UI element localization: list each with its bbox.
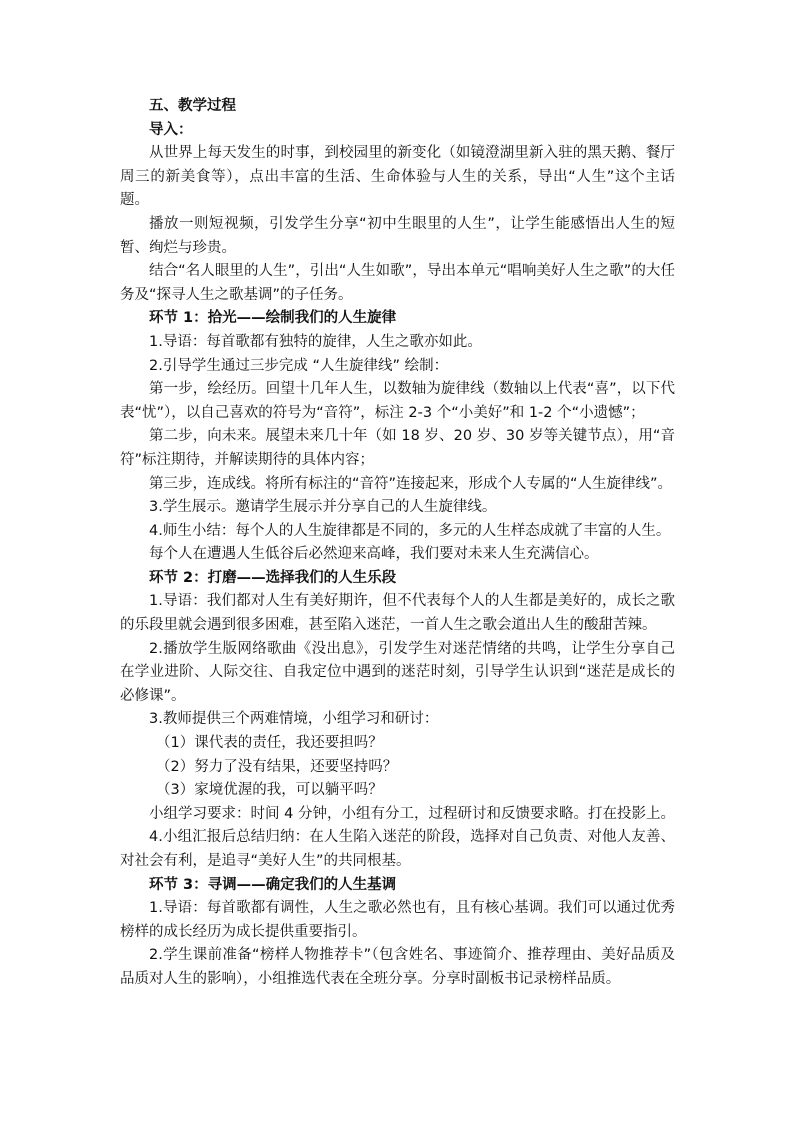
paragraph: 2.学生课前准备“榜样人物推荐卡”（包含姓名、事迹简介、推荐理由、美好品质及品质对人生的影响），小组推选代表在全班分享。分享时副板书记录榜样品质。 — [120, 947, 675, 987]
paragraph: 小组学习要求：时间 4 分钟，小组有分工，过程研讨和反馈要求略。打在投影上。 — [149, 805, 675, 822]
intro-label: 导入： — [149, 121, 193, 138]
paragraph: 从世界上每天发生的时事，到校园里的新变化（如镜澄湖里新入驻的黑天鹅、餐厅周三的新美食等），点出丰富的生活、生命体验与人生的关系，导出“人生”这个主话题。 — [120, 145, 675, 209]
paragraph: 3.学生展示。邀请学生展示并分享自己的人生旋律线。 — [149, 499, 497, 516]
stage-2-title: 环节 2：打磨——选择我们的人生乐段 — [149, 569, 397, 586]
list-item: （1）课代表的责任，我还要担吗？ — [156, 735, 383, 752]
paragraph: 结合“名人眼里的人生”，引出“人生如歌”，导出本单元“唱响美好人生之歌”的大任务及“探寻人生之歌基调”的子任务。 — [120, 263, 675, 303]
paragraph: 1.导语：每首歌都有调性，人生之歌必然也有，且有核心基调。我们可以通过优秀榜样的成长经历为成长提供重要指引。 — [120, 900, 675, 940]
paragraph: 4.小组汇报后总结归纳：在人生陷入迷茫的阶段，选择对自己负责、对他人友善、对社会有利，是追寻“美好人生”的共同根基。 — [120, 829, 675, 869]
paragraph: 播放一则短视频，引发学生分享“初中生眼里的人生”，让学生能感悟出人生的短暂、绚烂与珍贵。 — [120, 215, 675, 256]
paragraph: 2.播放学生版网络歌曲《没出息》，引发学生对迷茫情绪的共鸣，让学生分享自己在学业进阶、人际交往、自我定位中遇到的迷茫时刻，引导学生认识到“迷茫是成长的必修课”。 — [120, 640, 675, 704]
list-item: （2）努力了没有结果，还要坚持吗？ — [156, 758, 398, 775]
paragraph: 第二步，向未来。展望未来几十年（如 18 岁、20 岁、30 岁等关键节点），用“音符”标注期待，并解读期待的具体内容； — [120, 428, 675, 468]
section-title: 五、教学过程 — [149, 98, 236, 114]
paragraph: 2.引导学生通过三步完成 “人生旋律线” 绘制： — [149, 357, 449, 374]
paragraph: 1.导语：每首歌都有独特的旋律，人生之歌亦如此。 — [149, 333, 482, 350]
paragraph: 4.师生小结：每个人的人生旋律都是不同的，多元的人生样态成就了丰富的人生。 — [149, 522, 671, 539]
paragraph: 3.教师提供三个两难情境，小组学习和研讨： — [149, 711, 439, 728]
document-body — [120, 95, 675, 992]
list-item: （3）家境优渥的我，可以躺平吗？ — [156, 782, 383, 799]
paragraph: 第一步，绘经历。回望十几年人生，以数轴为旋律线（数轴以上代表“喜”，以下代表“忧”），以自己喜欢的符号为“音符”，标注 2-3 个“小美好”和 1-2 个“小遗憾”； — [120, 381, 675, 421]
paragraph: 第三步，连成线。将所有标注的“音符”连接起来，形成个人专属的“人生旋律线”。 — [149, 475, 673, 492]
paragraph: 每个人在遭遇人生低谷后必然迎来高峰，我们要对未来人生充满信心。 — [149, 546, 599, 563]
stage-1-title: 环节 1：拾光——绘制我们的人生旋律 — [149, 310, 397, 327]
paragraph: 1.导语：我们都对人生有美好期许，但不代表每个人的人生都是美好的，成长之歌的乐段里就会遇到很多困难，甚至陷入迷茫，一首人生之歌会道出人生的酸甜苦辣。 — [120, 593, 675, 634]
stage-3-title: 环节 3：寻调——确定我们的人生基调 — [149, 876, 397, 893]
